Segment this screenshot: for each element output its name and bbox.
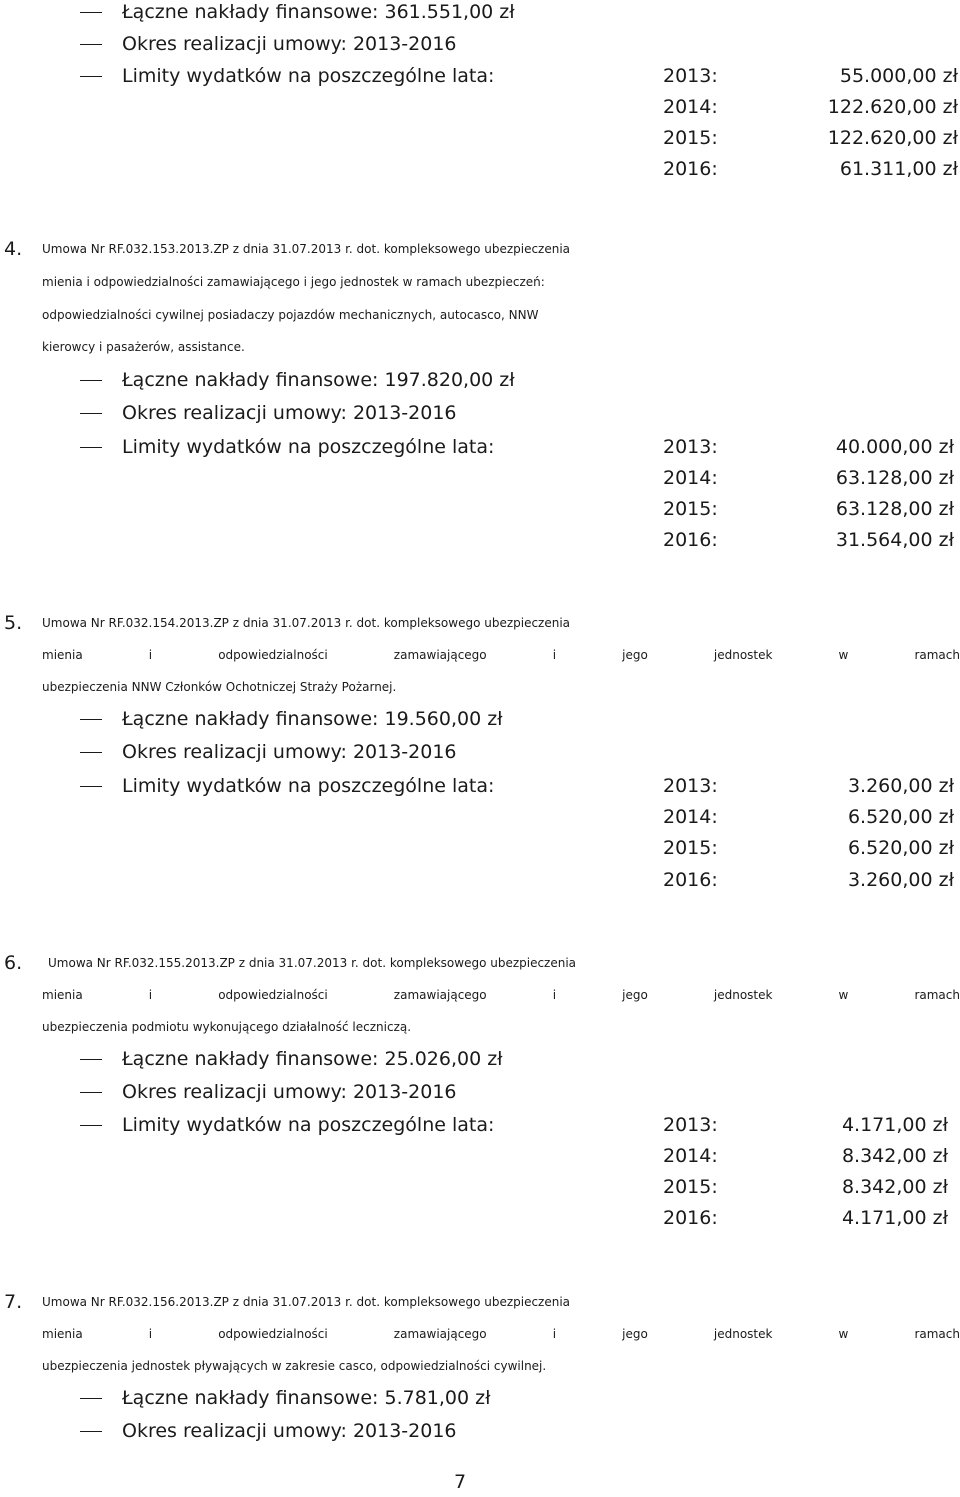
year-amount: 61.311,00 zł bbox=[839, 158, 958, 180]
total-cost-text: Łączne nakłady finansowe: 197.820,00 zł bbox=[122, 369, 515, 391]
limits-label: Limity wydatków na poszczególne lata: bbox=[122, 775, 495, 797]
section-heading-line: Umowa Nr RF.032.154.2013.ZP z dnia 31.07.2013 r. dot. kompleksowego ubezpieczenia bbox=[42, 616, 571, 630]
year-amount: 8.342,00 zł bbox=[841, 1176, 948, 1198]
period-text: Okres realizacji umowy: 2013-2016 bbox=[122, 1420, 457, 1442]
section-heading-line: Umowa Nr RF.032.156.2013.ZP z dnia 31.07.2013 r. dot. kompleksowego ubezpieczenia bbox=[42, 1295, 571, 1309]
year-label: 2014: bbox=[663, 1145, 718, 1167]
section-text-line: ubezpieczenia podmiotu wykonującego działalność leczniczą. bbox=[42, 1020, 412, 1034]
period-text: Okres realizacji umowy: 2013-2016 bbox=[122, 402, 457, 424]
section-heading-line: Umowa Nr RF.032.155.2013.ZP z dnia 31.07.2013 r. dot. kompleksowego ubezpieczenia bbox=[48, 956, 577, 970]
year-amount: 4.171,00 zł bbox=[841, 1114, 948, 1136]
section-heading-line: Umowa Nr RF.032.153.2013.ZP z dnia 31.07.2013 r. dot. kompleksowego ubezpieczenia bbox=[42, 242, 571, 256]
dash-bullet bbox=[80, 447, 102, 448]
section-text-line: mienia i odpowiedzialności zamawiającego i jego jednostek w ramach ubezpieczeń: bbox=[42, 275, 545, 289]
year-label: 2013: bbox=[663, 436, 718, 458]
year-label: 2013: bbox=[663, 775, 718, 797]
year-label: 2014: bbox=[663, 467, 718, 489]
dash-bullet bbox=[80, 76, 102, 77]
period-text: Okres realizacji umowy: 2013-2016 bbox=[122, 1081, 457, 1103]
year-label: 2014: bbox=[663, 806, 718, 828]
section-number: 6. bbox=[4, 952, 23, 974]
period-text: Okres realizacji umowy: 2013-2016 bbox=[122, 33, 457, 55]
year-label: 2015: bbox=[663, 837, 718, 859]
year-amount: 3.260,00 zł bbox=[847, 775, 954, 797]
dash-bullet bbox=[80, 44, 102, 45]
section-number: 7. bbox=[4, 1291, 23, 1313]
total-cost-text: Łączne nakłady finansowe: 361.551,00 zł bbox=[122, 1, 515, 23]
section-text-line: odpowiedzialności cywilnej posiadaczy pojazdów mechanicznych, autocasco, NNW bbox=[42, 308, 539, 322]
section-text-line: mienia i odpowiedzialności zamawiającego i jego jednostek w ramach bbox=[42, 1327, 960, 1341]
dash-bullet bbox=[80, 719, 102, 720]
section-text-line: mienia i odpowiedzialności zamawiającego i jego jednostek w ramach bbox=[42, 988, 960, 1002]
year-amount: 122.620,00 zł bbox=[827, 96, 958, 118]
year-label: 2013: bbox=[663, 1114, 718, 1136]
total-cost-text: Łączne nakłady finansowe: 25.026,00 zł bbox=[122, 1048, 503, 1070]
total-cost-text: Łączne nakłady finansowe: 5.781,00 zł bbox=[122, 1387, 491, 1409]
section-text-line: ubezpieczenia NNW Członków Ochotniczej Straży Pożarnej. bbox=[42, 680, 397, 694]
year-amount: 122.620,00 zł bbox=[827, 127, 958, 149]
dash-bullet bbox=[80, 413, 102, 414]
section-number: 5. bbox=[4, 612, 23, 634]
year-label: 2016: bbox=[663, 529, 718, 551]
year-amount: 4.171,00 zł bbox=[841, 1207, 948, 1229]
dash-bullet bbox=[80, 12, 102, 13]
year-amount: 6.520,00 zł bbox=[847, 806, 954, 828]
year-amount: 31.564,00 zł bbox=[835, 529, 954, 551]
year-label: 2015: bbox=[663, 1176, 718, 1198]
year-label: 2015: bbox=[663, 498, 718, 520]
year-amount: 40.000,00 zł bbox=[835, 436, 954, 458]
year-amount: 3.260,00 zł bbox=[847, 869, 954, 891]
year-amount: 6.520,00 zł bbox=[847, 837, 954, 859]
dash-bullet bbox=[80, 1398, 102, 1399]
year-label: 2016: bbox=[663, 158, 718, 180]
year-amount: 55.000,00 zł bbox=[839, 65, 958, 87]
period-text: Okres realizacji umowy: 2013-2016 bbox=[122, 741, 457, 763]
dash-bullet bbox=[80, 786, 102, 787]
year-amount: 8.342,00 zł bbox=[841, 1145, 948, 1167]
year-amount: 63.128,00 zł bbox=[835, 467, 954, 489]
section-text-line: mienia i odpowiedzialności zamawiającego i jego jednostek w ramach bbox=[42, 648, 960, 662]
section-number: 4. bbox=[4, 238, 23, 260]
dash-bullet bbox=[80, 1431, 102, 1432]
dash-bullet bbox=[80, 752, 102, 753]
page-number: 7 bbox=[453, 1471, 467, 1493]
section-text-line: ubezpieczenia jednostek pływających w zakresie casco, odpowiedzialności cywilnej. bbox=[42, 1359, 547, 1373]
year-label: 2016: bbox=[663, 869, 718, 891]
limits-label: Limity wydatków na poszczególne lata: bbox=[122, 1114, 495, 1136]
year-label: 2015: bbox=[663, 127, 718, 149]
dash-bullet bbox=[80, 1125, 102, 1126]
year-label: 2013: bbox=[663, 65, 718, 87]
limits-label: Limity wydatków na poszczególne lata: bbox=[122, 65, 495, 87]
dash-bullet bbox=[80, 380, 102, 381]
dash-bullet bbox=[80, 1092, 102, 1093]
section-text-line: kierowcy i pasażerów, assistance. bbox=[42, 340, 245, 354]
limits-label: Limity wydatków na poszczególne lata: bbox=[122, 436, 495, 458]
year-amount: 63.128,00 zł bbox=[835, 498, 954, 520]
total-cost-text: Łączne nakłady finansowe: 19.560,00 zł bbox=[122, 708, 503, 730]
year-label: 2014: bbox=[663, 96, 718, 118]
dash-bullet bbox=[80, 1059, 102, 1060]
year-label: 2016: bbox=[663, 1207, 718, 1229]
